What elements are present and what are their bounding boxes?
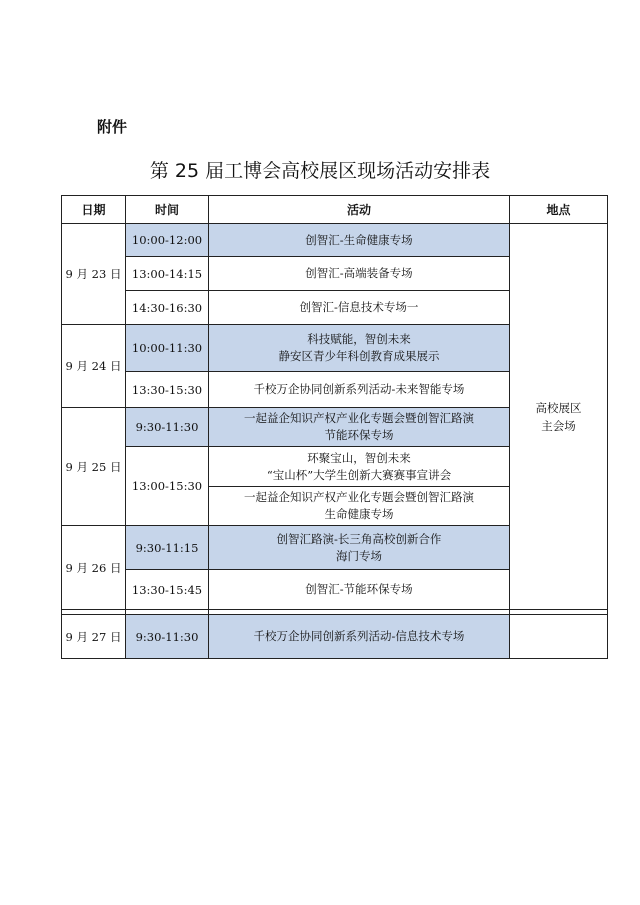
date-cell: 9 月 24 日	[62, 325, 126, 408]
activity-line: 节能环保专场	[324, 428, 394, 442]
activity-line: 一起益企知识产权产业化专题会暨创智汇路演	[244, 411, 474, 425]
activity-line: 千校万企协同创新系列活动-信息技术专场	[253, 629, 465, 643]
time-cell: 13:00-15:30	[126, 447, 209, 526]
time-cell: 9:30-11:15	[126, 526, 209, 570]
activity-cell	[209, 570, 510, 610]
activity-cell	[209, 257, 510, 291]
time-cell: 14:30-16:30	[126, 291, 209, 325]
activity-cell	[209, 447, 510, 487]
schedule-table	[61, 195, 608, 659]
time-cell: 13:30-15:45	[126, 570, 209, 610]
activity-cell	[209, 526, 510, 570]
activity-cell	[209, 325, 510, 372]
attachment-label: 附件	[97, 118, 128, 136]
header-activity: 活动	[209, 196, 510, 224]
header-date: 日期	[62, 196, 126, 224]
time-cell: 13:30-15:30	[126, 372, 209, 408]
activity-line: 海门专场	[336, 548, 382, 563]
time-cell: 10:00-12:00	[126, 224, 209, 257]
date-cell: 9 月 27 日	[62, 615, 126, 659]
date-cell: 9 月 26 日	[62, 526, 126, 610]
activity-line: 一起益企知识产权产业化专题会暨创智汇路演	[244, 490, 474, 504]
activity-cell	[209, 372, 510, 408]
activity-line: 千校万企协同创新系列活动-未来智能专场	[253, 382, 465, 396]
header-time: 时间	[126, 196, 209, 224]
header-location: 地点	[510, 196, 608, 224]
time-cell: 13:00-14:15	[126, 257, 209, 291]
activity-line: 创智汇路演-长三角高校创新合作	[276, 531, 442, 546]
activity-cell	[209, 487, 510, 526]
activity-cell	[209, 408, 510, 447]
activity-line: 创智汇-节能环保专场	[305, 582, 413, 596]
table-row	[62, 615, 608, 659]
time-cell: 10:00-11:30	[126, 325, 209, 372]
activity-cell	[209, 224, 510, 257]
time-cell: 9:30-11:30	[126, 615, 209, 659]
activity-line: 创智汇-高端装备专场	[305, 266, 413, 280]
activity-line: 生命健康专场	[324, 507, 394, 521]
time-cell: 9:30-11:30	[126, 408, 209, 447]
date-cell: 9 月 23 日	[62, 224, 126, 325]
location-cell	[510, 224, 608, 610]
document-title: 第 25 届工博会高校展区现场活动安排表	[149, 160, 491, 182]
activity-line: 静安区青少年科创教育成果展示	[278, 349, 440, 363]
table-header-row	[62, 196, 608, 224]
activity-line: 创智汇-生命健康专场	[305, 232, 413, 247]
location-line-2: 主会场	[541, 418, 576, 433]
location-cell-empty	[510, 615, 608, 659]
date-cell: 9 月 25 日	[62, 408, 126, 526]
activity-line: 科技赋能，智创未来	[307, 332, 411, 346]
activity-line: 环聚宝山，智创未来	[307, 450, 411, 465]
location-line-1: 高校展区	[535, 400, 582, 415]
table-row	[62, 224, 608, 257]
activity-cell	[209, 615, 510, 659]
activity-line: 创智汇-信息技术专场一	[299, 300, 419, 314]
activity-cell	[209, 291, 510, 325]
activity-line: “宝山杯”大学生创新大赛赛事宣讲会	[266, 467, 452, 482]
